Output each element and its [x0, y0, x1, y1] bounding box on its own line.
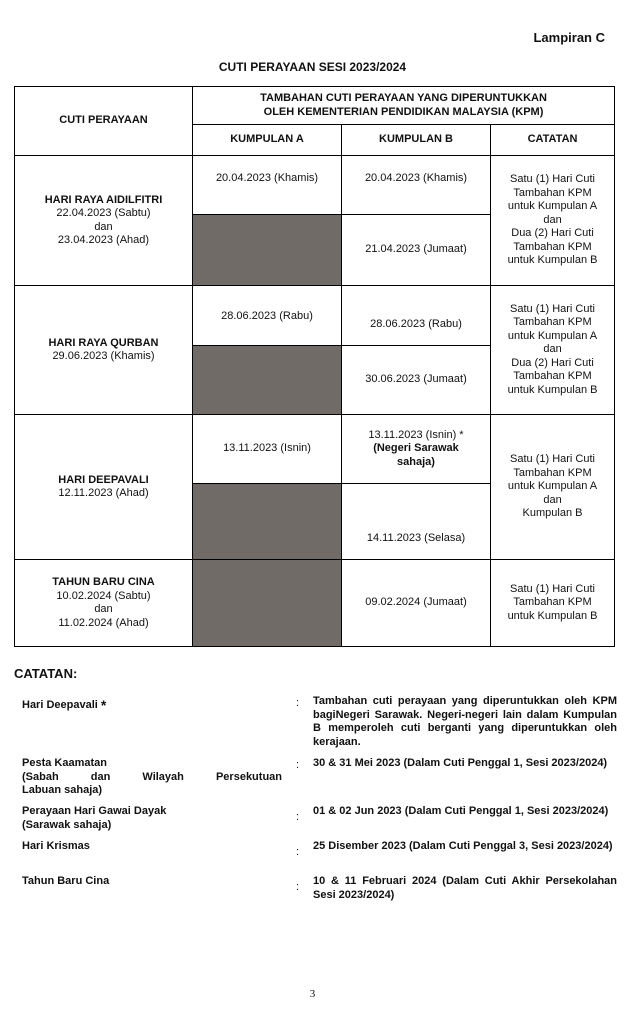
table-row [15, 560, 615, 647]
festival-name: HARI RAYA QURBAN [48, 336, 159, 349]
note-label-sub: Labuan sahaja) [22, 784, 103, 796]
kumpulan-b-date-cell [342, 415, 491, 484]
header-tambahan-line2: OLEH KEMENTERIAN PENDIDIKAN MALAYSIA (KPM) [263, 105, 544, 118]
note-desc: 10 & 11 Februari 2024 (Dalam Cuti Akhir Persekolahan Sesi 2023/2024) [313, 875, 617, 901]
lampiran-label: Lampiran C [533, 30, 605, 45]
catatan-cell [491, 415, 615, 560]
table-row [15, 415, 615, 484]
festival-name: HARI RAYA AIDILFITRI [44, 193, 163, 206]
note-label-word: dan [90, 770, 111, 783]
kumpulan-b-date: 30.06.2023 (Jumaat) [342, 346, 491, 415]
catatan-title: CATATAN: [14, 666, 78, 681]
note-line: Satu (1) Hari Cuti [510, 453, 595, 466]
note-label [22, 757, 282, 798]
festival-date: 11.02.2024 (Ahad) [58, 616, 149, 629]
note-line: Satu (1) Hari Cuti [510, 173, 595, 186]
note-colon: : [296, 811, 300, 823]
kumpulan-a-date: 28.06.2023 (Rabu) [193, 286, 342, 346]
note-desc: 25 Disember 2023 (Dalam Cuti Penggal 3, Sesi 2023/2024) [313, 840, 613, 852]
note-line: dan [543, 493, 562, 506]
note-line: Tambahan KPM [513, 240, 592, 253]
note-colon: : [296, 846, 300, 858]
note-line: Tambahan KPM [513, 466, 592, 479]
festival-cell [15, 286, 193, 415]
note-line: Dua (2) Hari Cuti [511, 227, 594, 240]
kumpulan-b-date: 21.04.2023 (Jumaat) [342, 215, 491, 286]
table-row [15, 286, 615, 346]
note-line: dan [543, 343, 562, 356]
catatan-cell [491, 560, 615, 647]
festival-date-conj: dan [94, 220, 113, 233]
note-line: Kumpulan B [522, 507, 583, 520]
note-line: untuk Kumpulan B [507, 609, 598, 622]
page-title: CUTI PERAYAAN SESI 2023/2024 [218, 60, 407, 74]
kumpulan-b-date: 28.06.2023 (Rabu) [342, 286, 491, 346]
note-line: Satu (1) Hari Cuti [510, 582, 595, 595]
header-kumpulan-a: KUMPULAN A [193, 125, 342, 156]
table-row [15, 156, 615, 215]
note-label-word: Persekutuan [215, 770, 282, 783]
header-catatan: CATATAN [491, 125, 615, 156]
note-line: dan [543, 213, 562, 226]
note-line: Satu (1) Hari Cuti [510, 302, 595, 315]
note-line: untuk Kumpulan B [507, 383, 598, 396]
note-label-word: Wilayah [142, 770, 184, 783]
note-label-sub [22, 771, 282, 785]
festival-date: 29.06.2023 (Khamis) [52, 350, 155, 362]
note-colon: : [296, 881, 300, 893]
festival-date: 10.02.2024 (Sabtu) [56, 589, 151, 602]
note-label-word: (Sabah [22, 770, 59, 783]
catatan-cell [491, 286, 615, 415]
empty-grey-cell [193, 215, 342, 286]
note-line: untuk Kumpulan A [507, 200, 598, 213]
kumpulan-b-date: 09.02.2024 (Jumaat) [342, 560, 491, 647]
note-label-text: Pesta Kaamatan [22, 757, 107, 769]
note-label-text: Perayaan Hari Gawai Dayak [22, 805, 167, 817]
note-colon: : [296, 697, 300, 709]
holiday-table [14, 86, 615, 647]
note-line: Tambahan KPM [513, 596, 592, 609]
note-label [22, 875, 282, 889]
table-header-row [15, 87, 615, 125]
empty-grey-cell [193, 484, 342, 560]
note-label-sub: (Sarawak sahaja) [22, 818, 112, 831]
sarawak-note: (Negeri Sarawak [373, 442, 459, 455]
note-colon: : [296, 759, 300, 771]
festival-date: 22.04.2023 (Sabtu) [56, 207, 151, 219]
festival-cell [15, 415, 193, 560]
festival-name: HARI DEEPAVALI [58, 473, 149, 486]
note-line: untuk Kumpulan B [507, 254, 598, 267]
note-line: untuk Kumpulan A [507, 480, 598, 493]
note-label-text: Tahun Baru Cina [22, 875, 110, 887]
empty-grey-cell [193, 560, 342, 647]
festival-date: 12.11.2023 (Ahad) [58, 487, 149, 499]
festival-name: TAHUN BARU CINA [52, 576, 155, 588]
note-line: untuk Kumpulan A [507, 329, 598, 342]
note-label [22, 805, 282, 832]
page-number: 3 [309, 988, 316, 1000]
festival-date: 23.04.2023 (Ahad) [57, 234, 150, 246]
note-label-text: Hari Krismas [22, 840, 90, 852]
header-tambahan-line1: TAMBAHAN CUTI PERAYAAN YANG DIPERUNTUKKAN [260, 92, 547, 104]
note-line: Tambahan KPM [513, 186, 592, 199]
kumpulan-a-date: 20.04.2023 (Khamis) [193, 156, 342, 215]
festival-cell [15, 156, 193, 286]
note-line: Tambahan KPM [513, 370, 592, 383]
header-kumpulan-b: KUMPULAN B [342, 125, 491, 156]
note-desc: 01 & 02 Jun 2023 (Dalam Cuti Penggal 1, Sesi 2023/2024) [313, 805, 609, 817]
sarawak-note: sahaja) [397, 455, 435, 468]
note-label [22, 840, 282, 854]
kumpulan-b-date: 14.11.2023 (Selasa) [342, 484, 491, 560]
note-label [22, 699, 282, 713]
note-desc: 30 & 31 Mei 2023 (Dalam Cuti Penggal 1, Sesi 2023/2024) [313, 757, 608, 769]
note-line: Dua (2) Hari Cuti [511, 356, 594, 369]
note-label-text: Hari Deepavali [22, 699, 98, 711]
asterisk: * [100, 697, 107, 713]
note-line: Tambahan KPM [513, 316, 592, 329]
kumpulan-b-date: 13.11.2023 (Isnin) * [368, 428, 464, 441]
kumpulan-b-date: 20.04.2023 (Khamis) [342, 156, 491, 215]
empty-grey-cell [193, 346, 342, 415]
catatan-cell [491, 156, 615, 286]
header-cuti-perayaan: CUTI PERAYAAN [15, 87, 193, 156]
kumpulan-a-date: 13.11.2023 (Isnin) [193, 415, 342, 484]
festival-cell [15, 560, 193, 647]
header-tambahan [193, 87, 615, 125]
note-desc: Tambahan cuti perayaan yang diperuntukkan oleh KPM bagiNegeri Sarawak. Negeri-negeri lain dalam Kumpulan B memperoleh cuti berganti yang diperuntukkan oleh kerajaan. [313, 695, 617, 748]
festival-date-conj: dan [94, 603, 113, 615]
